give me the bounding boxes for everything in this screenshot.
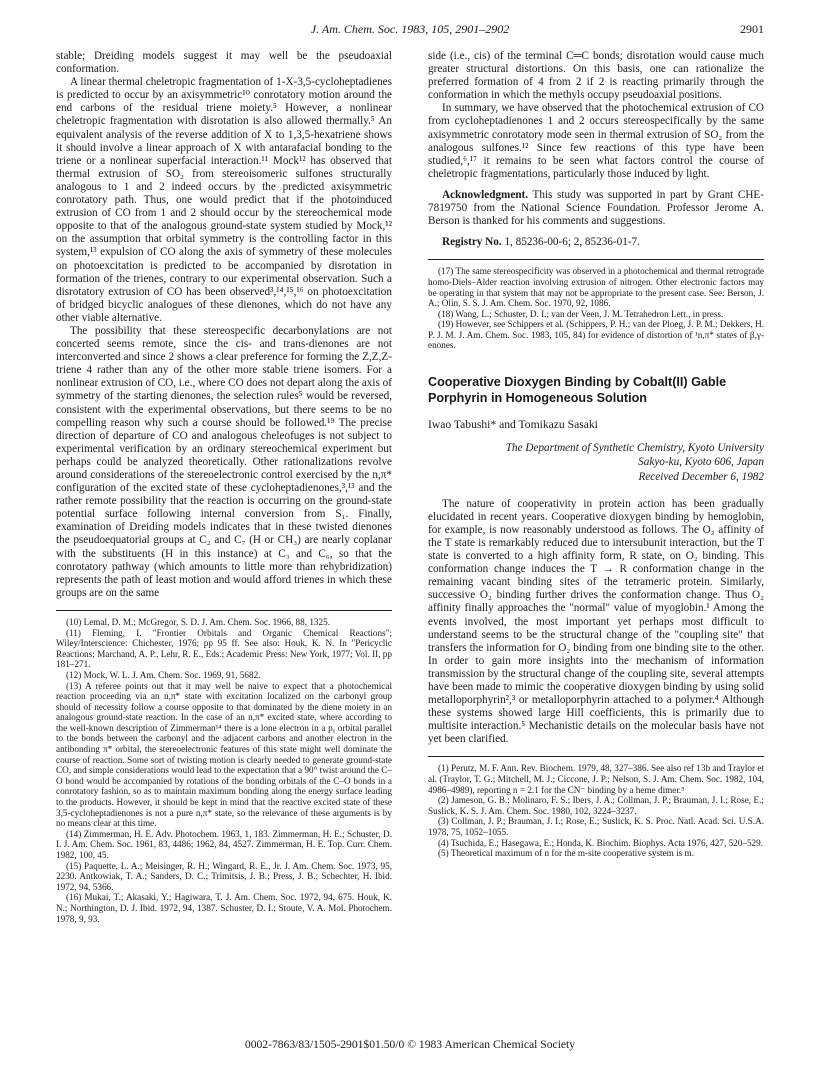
article-title: Cooperative Dioxygen Binding by Cobalt(II) Gable Porphyrin in Homogeneous Solution [428, 375, 727, 405]
footnote: (14) Zimmerman, H. E. Adv. Photochem. 1963, 1, 183. Zimmerman, H. E.; Schuster, D. I. J. Am. Chem. Soc. 1961, 83, 4486; 1962, 84, 4527. Zimmerman, H. E. Top. Curr. Chem. 1982, 100, 45. [56, 828, 392, 860]
journal-citation: J. Am. Chem. Soc. 1983, 105, 2901–2902 [310, 22, 510, 36]
paragraph: stable; Dreiding models suggest it may well be the pseudoaxial conformation. [56, 50, 392, 76]
footnote: (4) Tsuchida, E.; Hasegawa, E.; Honda, K. Biochim. Biophys. Acta 1976, 427, 520–529. [438, 837, 764, 848]
affiliation-line: The Department of Synthetic Chemistry, Kyoto University [505, 442, 764, 455]
paragraph: In summary, we have observed that the photochemical extrusion of CO from cycloheptadienones 1 and 2 occurs stereospecifically by the same axisymmetric conrotatory mode seen in thermal extrusion of SO₂ from the analogous sulfones.¹² Since few reactions of this type have been studied,⁶,¹⁷ it remains to be seen what factors control the course of cheletropic fragmentations, particularly those induced by light. [428, 102, 764, 180]
footnote: (2) Jameson, G. B.; Molinaro, F. S.; Ibers, J. A.; Collman, J. P.; Brauman, J. I.; Rose, E.; Suslick, K. S. J. Am. Chem. Soc. 1980, 102, 3224–3237. [428, 795, 764, 816]
registry-numbers [428, 236, 764, 249]
running-header [56, 22, 764, 38]
acknowledgment [428, 189, 764, 228]
footnote: (12) Mock, W. L. J. Am. Chem. Soc. 1969, 91, 5682. [66, 669, 261, 680]
footnote: (18) Wang, L.; Schuster, D. I.; van der Veen, J. M. Tetrahedron Lett., in press. [438, 308, 724, 319]
footnote: (16) Mukai, T.; Akasaki, Y.; Hagiwara, T. J. Am. Chem. Soc. 1972, 94, 675. Houk, K. N.; Northington, D. J. Ibid. 1972, 94, 1387. Schuster, D. I.; Stoute, V. A. Mol. Photochem. 1978, 9, 93. [56, 892, 392, 924]
footnote-divider [428, 756, 764, 757]
affiliation-line: Sakyo-ku, Kyoto 606, Japan [638, 456, 764, 469]
footnotes-top [428, 266, 764, 351]
footnotes [56, 617, 392, 924]
footnote: (1) Perutz, M. F. Ann. Rev. Biochem. 1979, 48, 327–386. See also ref 13b and Traylor et al. (Traylor, T. G.; Mitchell, M. J.; Ciccone, J. P.; Nelson, S. J. Am. Chem. Soc. 1982, 104, 4986–4989), reporting n = 2.1 for the CN⁻ binding by a heme dimer.⁵ [428, 763, 764, 795]
left-column [56, 50, 392, 924]
footnote: (5) Theoretical maximum of n for the m-site cooperative system is m. [438, 848, 694, 859]
authors: Iwao Tabushi* and Tomikazu Sasaki [428, 418, 598, 432]
paragraph: The possibility that these stereospecific decarbonylations are not concerted seems remote, since the cis- and trans-dienones are not interconverted and since 2 shows a clear preference for forming the Z,Z,Z-triene 4 rather than any of the other more stable triene isomers. For a nonlinear extrusion of CO, i.e., where CO does not depart along the axis of symmetry of the starting dienones, the selection rules⁵ would be reversed, consistent with the experimental observations, but there seems to be no compelling reason why such a course should be followed.¹⁹ The precise direction of departure of CO and analogous cheleofuges is not subject to experimental verification by an ordinary stereochemical experiment but perhaps could be analyzed theoretically. Other rationalizations revolve around considerations of the stereoelectronic control exercised by the n,π* configuration of the excited state of these cycloheptadienones,³,¹³ and the rather remote possibility that the reaction is occurring on the ground-state potential surface following internal conversion from S₁. Finally, examination of Dreiding models indicates that in these twisted dienones the pseudoequatorial groups at C₂ and C₇ (H or CH₃) are nearly coplanar with the substituents (H in this instance) at C₃ and C₆, so that the conrotatory pathway (which amounts to little more than rehybridization) represents the path of least motion and would afford trienes in which these groups are on the same [56, 324, 392, 599]
received-date: Received December 6, 1982 [638, 470, 764, 483]
footnote: (11) Fleming, I. "Frontier Orbitals and Organic Chemical Reactions"; Wiley/Interscience: Chichester, 1976; pp 95 ff. See also: Houk, K. N. In "Pericyclic Reactions; Marchand, A. P., Lehr, R. E., Eds.; Academic Press: New York, 1977; Vol. II, pp 181–271. [56, 627, 392, 670]
footnote: (13) A referee points out that it may well be naive to expect that a photochemical reaction proceeding via an n,π* state with excitation localized on the carbonyl group should of necessity follow a course opposite to that dominated by the diene moiety in an analogous ground-state reaction. In the case of an n,π* excited state, where according to the well-known description of Zimmerman¹⁴ there is a lone electron in a pᵧ orbital parallel to the bonds between the carbonyl and the adjacent carbons and another electron in the antibonding π* orbital, the stereoelectronic features of this state might well dominate the course of reaction. Some sort of twisting motion is clearly needed to generate ground-state CO, and simple considerations would lead to the expectation that a 90° twist around the C–O bond would be accompanied by rotations of the bonding orbitals of the C–O bonds in a conrotatory fashion, so as to maintain maximum bonding along the energy surface leading to the products. However, it should be kept in mind that the reactive excited state of these 3,5-cycloheptadienones is not a pure n,π* state, so the relevance of these arguments is by no means clear at this time. [56, 680, 392, 829]
footnote-divider [428, 259, 764, 260]
footnote-divider [56, 610, 392, 611]
footnote: (15) Paquette, L. A.; Meisinger, R. H.; Wingard, R. E., Jr. J. Am. Chem. Soc. 1973, 95, 2230. Antkowiak, T. A.; Sanders, D. C.; Trimitsis, J. B.; Press, J. B.; Schechter, H. Ibid. 1972, 94, 5366. [56, 860, 392, 892]
article-body: The nature of cooperativity in protein action has been gradually elucidated in recent years. Cooperative dioxygen binding by hemoglobin, for example, is now reasonably understood as follows. The O₂ affinity of the T state is remarkably reduced due to intersubunit interaction, but the T state is converted to a high affinity form, R state, on O₂ binding. This conformation change induces the T → R conformation change in the remaining vacant binding sites of the tetrameric protein. Similarly, successive O₂ binding further drives the conformation change. Thus O₂ affinity finally approaches the "normal" value of myoglobin.¹ Among the events involved, the most important yet perhaps most difficult to understand seems to be the structural change of the "coupling site" that transfers the information for O₂ binding from one binding site to the other. In order to gain more insights into the mechanism of information transmission by the structural change of the coupling site, several attempts have been made to mimic the cooperative dioxygen binding by using solid metalloporphyrin²,³ or metalloporphyrin attached to a polymer.⁴ Although these systems showed large Hill coefficients, this is primarily due to multisite interaction.⁵ Mechanistic details on the molecular basis have not yet been clarified. [428, 497, 764, 746]
page-footer: 0002-7863/83/1505-2901$01.50/0 © 1983 American Chemical Society [244, 1038, 576, 1051]
acknowledgment-text: This study was supported in part by Grant CHE-7819750 from the National Science Foundation. Professor Jerome A. Berson is thanked for his comments and suggestions. [428, 188, 764, 228]
affiliation [428, 441, 764, 469]
footnote: (3) Collman, J. P.; Brauman, J. I.; Rose, E.; Suslick, K. S. Proc. Natl. Acad. Sci. U.S.A. 1978, 75, 1052–1055. [428, 816, 764, 837]
paragraph: side (i.e., cis) of the terminal C═C bonds; disrotation would cause much greater structural distortions. On this basis, one can rationalize the preferred formation of 4 from 2 if 2 is reacting primarily through the conformation in which the methyls occupy pseudoaxial positions. [428, 50, 764, 102]
registry-label: Registry No. [442, 236, 502, 249]
right-column [428, 50, 764, 859]
registry-text: 1, 85236-00-6; 2, 85236-01-7. [501, 236, 640, 249]
footnote: (17) The same stereospecificity was observed in a photochemical and thermal retrograde homo-Diels–Alder reaction involving extrusion of nitrogen. Other electronic factors may be operating in that system that may not be appropriate to the present case. See: Berson, J. A.; Olin, S. S. J. Am. Chem. Soc. 1970, 92, 1086. [428, 266, 764, 309]
paragraph: A linear thermal cheletropic fragmentation of 1-X-3,5-cycloheptadienes is predicted to occur by an axisymmetric¹⁰ conrotatory motion around the end carbons of the residual triene moiety.⁵ However, a nonlinear cheletropic fragmentation with disrotation is also allowed thermally.⁵ An equivalent analysis of the reverse addition of X to 1,3,5-hexatriene shows it should involve a linear approach of X with antarafacial bonding to the triene or a nonlinear superfacial interaction.¹¹ Mock¹² has observed that thermal extrusion of SO₂ from stereoisomeric sulfones structurally analogous to 1 and 2 indeed occurs by the predicted axisymmetric conrotatory path. Thus, one would predict that if the photoinduced extrusion of CO from 1 and 2 should occur by the stereochemical mode opposite to that of the analogous ground-state system studied by Mock,¹² on the assumption that orbital symmetry is the controlling factor in this system,¹³ expulsion of CO along the axis of symmetry of these molecules on photoexcitation is predicted to be accompanied by disrotation in formation of the trienes, contrary to our experimental observation. Such a disrotatory extrusion of CO has been observed³,¹⁴,¹⁵,¹⁶ on photoexcitation of bridged bicyclic analogues of these dienones, which do not have any other viable alternative. [56, 76, 392, 324]
page-number: 2901 [740, 22, 764, 36]
footnote: (19) However, see Schippers et al. (Schippers, P. H.; van der Ploeg, J. P. M.; Dekkers, H. P. J. M. J. Am. Chem. Soc. 1983, 105, 84) for evidence of distortion of ¹n,π* states of β,γ-enones. [428, 319, 764, 351]
footnotes-bottom [428, 763, 764, 858]
footnote: (10) Lemal, D. M.; McGregor, S. D. J. Am. Chem. Soc. 1966, 88, 1325. [66, 616, 331, 627]
acknowledgment-label: Acknowledgment. [442, 188, 529, 201]
